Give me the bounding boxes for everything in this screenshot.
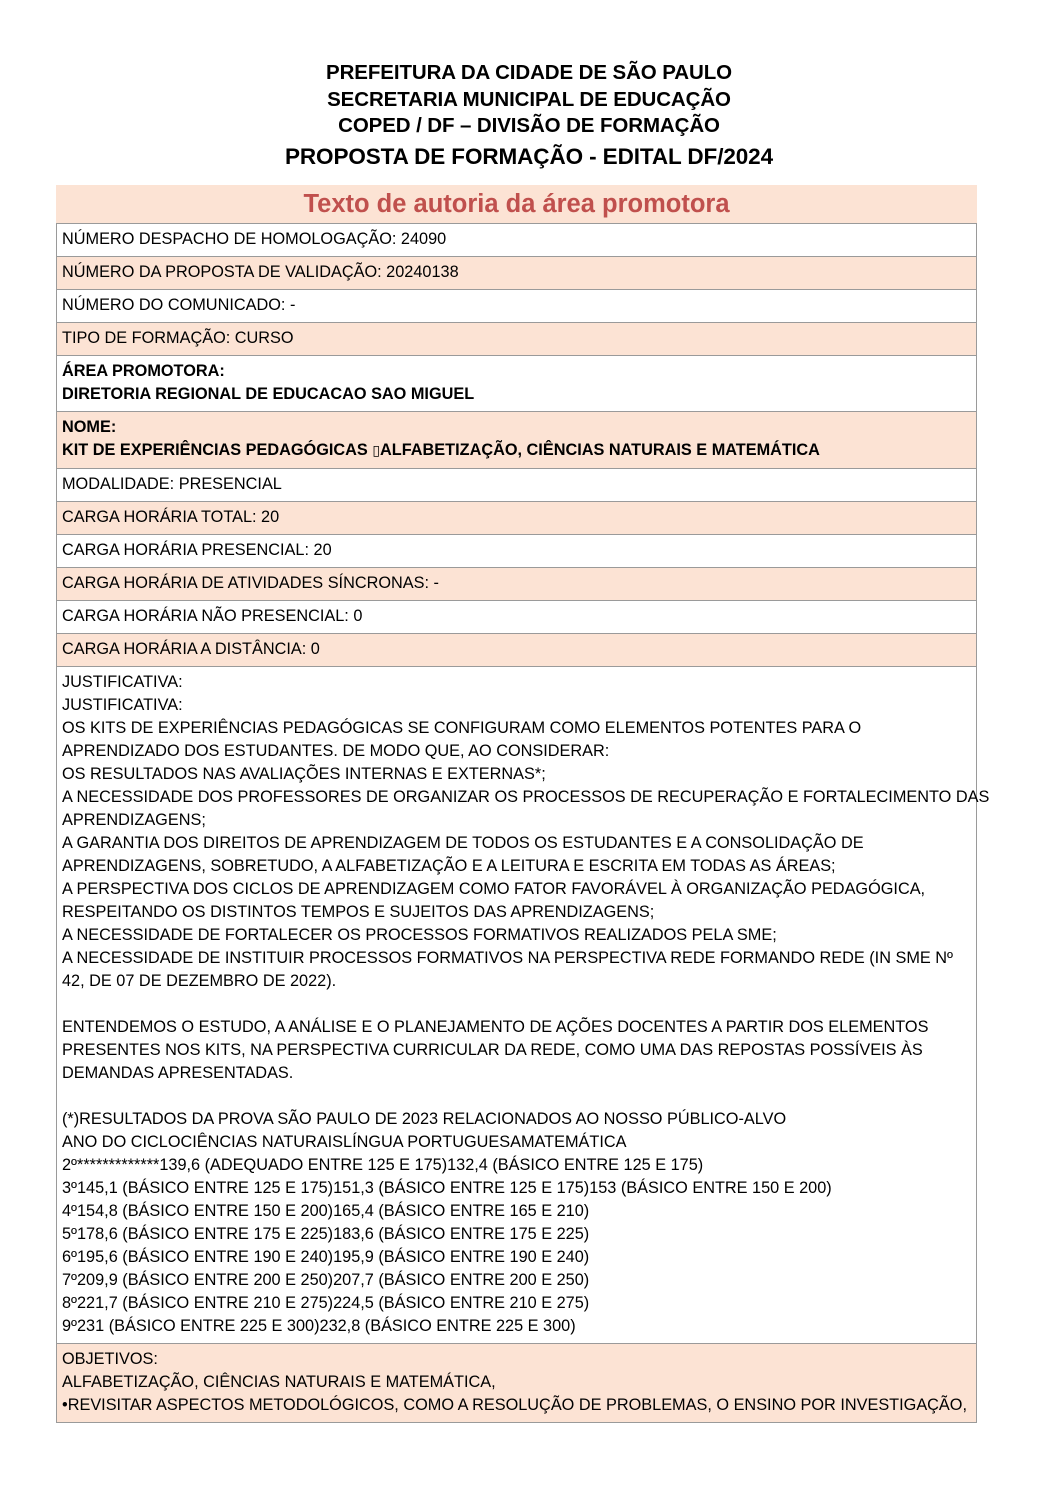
document-header [0, 0, 1058, 172]
field-nome-label: NOME: [62, 418, 117, 436]
justificativa-line: 7º209,9 (BÁSICO ENTRE 200 E 250)207,7 (BÁSICO ENTRE 200 E 250) [62, 1271, 590, 1289]
banner-cell [57, 186, 977, 224]
justificativa-line: A PERSPECTIVA DOS CICLOS DE APRENDIZAGEM COMO FATOR FAVORÁVEL À ORGANIZAÇÃO PEDAGÓGICA, [62, 880, 926, 898]
objetivos-line: •REVISITAR ASPECTOS METODOLÓGICOS, COMO A RESOLUÇÃO DE PROBLEMAS, O ENSINO POR INVESTIGAÇÃO, [62, 1396, 967, 1414]
justificativa-line: 6º195,6 (BÁSICO ENTRE 190 E 240)195,9 (BÁSICO ENTRE 190 E 240) [62, 1248, 590, 1266]
proposta-form-table [56, 185, 990, 1423]
field-area-promotora-cell [57, 356, 977, 412]
justificativa-line: APRENDIZAGENS, SOBRETUDO, A ALFABETIZAÇÃO E A LEITURA E ESCRITA EM TODAS AS ÁREAS; [62, 857, 836, 875]
justificativa-line: APRENDIZADO DOS ESTUDANTES. DE MODO QUE, AO CONSIDERAR: [62, 742, 610, 760]
field-nome-value [62, 439, 972, 463]
justificativa-line: ENTENDEMOS O ESTUDO, A ANÁLISE E O PLANEJAMENTO DE AÇÕES DOCENTES A PARTIR DOS ELEMENTOS [62, 1018, 929, 1036]
header-line-coped: COPED / DF – DIVISÃO DE FORMAÇÃO [338, 114, 720, 137]
field-carga-sincronas-cell [57, 568, 977, 601]
objetivos-line: OBJETIVOS: [62, 1350, 158, 1368]
field-nome-value-part2: ALFABETIZAÇÃO, CIÊNCIAS NATURAIS E MATEMÁTICA [380, 441, 820, 459]
field-despacho-text: NÚMERO DESPACHO DE HOMOLOGAÇÃO: 24090 [62, 230, 447, 248]
table-row-banner [57, 186, 977, 224]
field-proposta-validacao-text: NÚMERO DA PROPOSTA DE VALIDAÇÃO: 20240138 [62, 263, 459, 281]
table-row-comunicado [57, 290, 977, 323]
justificativa-line: 4º154,8 (BÁSICO ENTRE 150 E 200)165,4 (BÁSICO ENTRE 165 E 210) [62, 1202, 590, 1220]
field-tipo-formacao-text: TIPO DE FORMAÇÃO: CURSO [62, 329, 294, 347]
justificativa-line: 8º221,7 (BÁSICO ENTRE 210 E 275)224,5 (BÁSICO ENTRE 210 E 275) [62, 1294, 590, 1312]
justificativa-line: APRENDIZAGENS; [62, 811, 206, 829]
field-carga-nao-presencial-text: CARGA HORÁRIA NÃO PRESENCIAL: 0 [62, 607, 363, 625]
field-carga-nao-presencial-cell [57, 601, 977, 634]
justificativa-line: (*)RESULTADOS DA PROVA SÃO PAULO DE 2023 RELACIONADOS AO NOSSO PÚBLICO-ALVO [62, 1110, 787, 1128]
justificativa-line: 3º145,1 (BÁSICO ENTRE 125 E 175)151,3 (BÁSICO ENTRE 125 E 175)153 (BÁSICO ENTRE 150 E 200) [62, 1179, 832, 1197]
table-row-nome [57, 412, 977, 469]
field-carga-distancia-cell [57, 634, 977, 667]
field-tipo-formacao-cell [57, 323, 977, 356]
table-row-carga-distancia [57, 634, 977, 667]
justificativa-line: OS KITS DE EXPERIÊNCIAS PEDAGÓGICAS SE CONFIGURAM COMO ELEMENTOS POTENTES PARA O [62, 719, 862, 737]
justificativa-line: 42, DE 07 DE DEZEMBRO DE 2022). [62, 972, 337, 990]
justificativa-line: PRESENTES NOS KITS, NA PERSPECTIVA CURRICULAR DA REDE, COMO UMA DAS REPOSTAS POSSÍVEIS ÀS [62, 1041, 923, 1059]
justificativa-line: A NECESSIDADE DE INSTITUIR PROCESSOS FORMATIVOS NA PERSPECTIVA REDE FORMANDO REDE (IN SME Nº [62, 949, 953, 967]
justificativa-text-block [62, 671, 990, 1338]
header-line-prefeitura: PREFEITURA DA CIDADE DE SÃO PAULO [326, 61, 732, 84]
field-proposta-validacao-cell [57, 257, 977, 290]
table-row-despacho [57, 224, 977, 257]
banner-title: Texto de autoria da área promotora [303, 190, 730, 218]
justificativa-line: A GARANTIA DOS DIREITOS DE APRENDIZAGEM DE TODOS OS ESTUDANTES E A CONSOLIDAÇÃO DE [62, 834, 864, 852]
table-row-objetivos [57, 1344, 977, 1423]
justificativa-line: A NECESSIDADE DE FORTALECER OS PROCESSOS FORMATIVOS REALIZADOS PELA SME; [62, 926, 777, 944]
field-carga-total-cell [57, 502, 977, 535]
table-row-carga-presencial [57, 535, 977, 568]
table-row-proposta-validacao [57, 257, 977, 290]
field-carga-total-text: CARGA HORÁRIA TOTAL: 20 [62, 508, 280, 526]
field-modalidade-cell [57, 469, 977, 502]
header-line-proposta: PROPOSTA DE FORMAÇÃO - EDITAL DF/2024 [284, 143, 773, 169]
table-row-area-promotora [57, 356, 977, 412]
field-nome-cell [57, 412, 977, 469]
field-comunicado-cell [57, 290, 977, 323]
missing-glyph-icon: ▯ [372, 443, 381, 459]
table-row-carga-total [57, 502, 977, 535]
table-row-carga-sincronas [57, 568, 977, 601]
field-carga-distancia-text: CARGA HORÁRIA A DISTÂNCIA: 0 [62, 640, 320, 658]
justificativa-line: JUSTIFICATIVA: [62, 696, 183, 714]
field-modalidade-text: MODALIDADE: PRESENCIAL [62, 475, 282, 493]
objetivos-line: ALFABETIZAÇÃO, CIÊNCIAS NATURAIS E MATEMÁTICA, [62, 1373, 496, 1391]
justificativa-line [62, 1085, 972, 1108]
justificativa-line: ANO DO CICLOCIÊNCIAS NATURAISLÍNGUA PORTUGUESAMATEMÁTICA [62, 1133, 627, 1151]
field-carga-sincronas-text: CARGA HORÁRIA DE ATIVIDADES SÍNCRONAS: - [62, 574, 439, 592]
justificativa-line [62, 993, 972, 1016]
header-line-secretaria: SECRETARIA MUNICIPAL DE EDUCAÇÃO [327, 87, 731, 111]
field-despacho-cell [57, 224, 977, 257]
objetivos-cell [57, 1344, 977, 1423]
objetivos-text-block [62, 1348, 972, 1417]
field-comunicado-text: NÚMERO DO COMUNICADO: - [62, 296, 296, 314]
justificativa-line: A NECESSIDADE DOS PROFESSORES DE ORGANIZAR OS PROCESSOS DE RECUPERAÇÃO E FORTALECIMENTO DAS [62, 788, 990, 806]
justificativa-line: OS RESULTADOS NAS AVALIAÇÕES INTERNAS E EXTERNAS*; [62, 765, 546, 783]
field-carga-presencial-cell [57, 535, 977, 568]
table-row-justificativa [57, 667, 977, 1344]
justificativa-line: 9º231 (BÁSICO ENTRE 225 E 300)232,8 (BÁSICO ENTRE 225 E 300) [62, 1317, 576, 1335]
field-carga-presencial-text: CARGA HORÁRIA PRESENCIAL: 20 [62, 541, 332, 559]
justificativa-line: 5º178,6 (BÁSICO ENTRE 175 E 225)183,6 (BÁSICO ENTRE 175 E 225) [62, 1225, 590, 1243]
justificativa-line: JUSTIFICATIVA: [62, 673, 183, 691]
justificativa-line: 2º*************139,6 (ADEQUADO ENTRE 125 E 175)132,4 (BÁSICO ENTRE 125 E 175) [62, 1156, 704, 1174]
justificativa-line: DEMANDAS APRESENTADAS. [62, 1064, 294, 1082]
table-row-carga-nao-presencial [57, 601, 977, 634]
table-row-modalidade [57, 469, 977, 502]
field-area-promotora-value: DIRETORIA REGIONAL DE EDUCACAO SAO MIGUEL [62, 385, 475, 403]
field-nome-value-part1: KIT DE EXPERIÊNCIAS PEDAGÓGICAS [62, 441, 373, 459]
table-row-tipo-formacao [57, 323, 977, 356]
field-area-promotora-label: ÁREA PROMOTORA: [62, 362, 225, 380]
justificativa-cell [57, 667, 990, 1344]
justificativa-line: RESPEITANDO OS DISTINTOS TEMPOS E SUJEITOS DAS APRENDIZAGENS; [62, 903, 655, 921]
